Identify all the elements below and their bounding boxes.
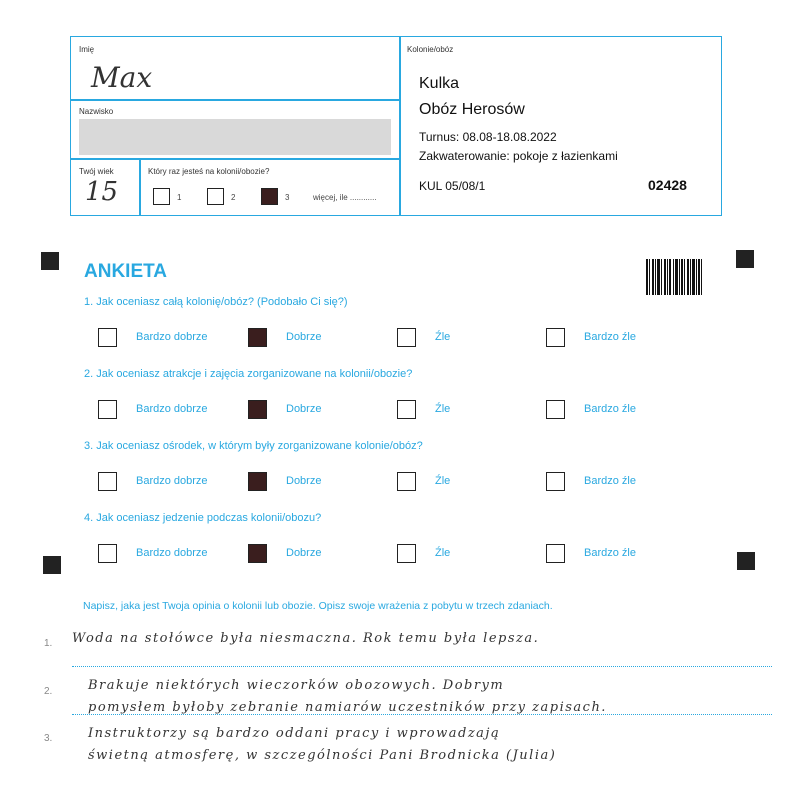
question-1-checkbox-2[interactable] xyxy=(248,328,267,347)
question-2-option-label-1: Bardzo dobrze xyxy=(136,403,208,415)
header-form-box xyxy=(70,36,722,216)
line-number-1: 1. xyxy=(44,638,53,649)
camp-subtitle: Obóz Herosów xyxy=(419,101,525,118)
age-label: Twój wiek xyxy=(79,167,114,176)
question-4-checkbox-1[interactable] xyxy=(98,544,117,563)
accommodation: Zakwaterowanie: pokoje z łazienkami xyxy=(419,149,618,163)
question-2-option-label-4: Bardzo źle xyxy=(584,403,636,415)
line-number-2: 2. xyxy=(44,686,53,697)
form-id-number: 02428 xyxy=(648,177,687,193)
registration-marker-bottom-left xyxy=(43,556,61,574)
kul-code: KUL 05/08/1 xyxy=(419,179,486,193)
question-4-checkbox-3[interactable] xyxy=(397,544,416,563)
age-value: 15 xyxy=(85,177,119,207)
surname-label: Nazwisko xyxy=(79,107,114,116)
turnus-dates: Turnus: 08.08-18.08.2022 xyxy=(419,130,557,144)
survey-title: ANKIETA xyxy=(84,261,168,282)
question-4-text: 4. Jak oceniasz jedzenie podczas kolonii/obozu? xyxy=(84,512,322,524)
registration-marker-bottom-right xyxy=(737,552,755,570)
question-4-checkbox-2[interactable] xyxy=(248,544,267,563)
question-4-option-label-2: Dobrze xyxy=(286,547,322,559)
question-2-checkbox-4[interactable] xyxy=(546,400,565,419)
question-3-checkbox-1[interactable] xyxy=(98,472,117,491)
question-4-checkbox-4[interactable] xyxy=(546,544,565,563)
barcode-icon xyxy=(646,259,702,295)
question-3-text: 3. Jak oceniasz ośrodek, w którym były zorganizowane kolonie/obóz? xyxy=(84,440,423,452)
question-1-text: 1. Jak oceniasz całą kolonię/obóz? (Podobało Ci się?) xyxy=(84,296,348,308)
question-2-text: 2. Jak oceniasz atrakcje i zajęcia zorganizowane na kolonii/obozie? xyxy=(84,368,413,380)
question-2-checkbox-2[interactable] xyxy=(248,400,267,419)
visits-checkbox-3[interactable] xyxy=(261,188,278,205)
question-1-checkbox-4[interactable] xyxy=(546,328,565,347)
name-value: Max xyxy=(91,61,153,94)
visits-checkbox-1[interactable] xyxy=(153,188,170,205)
handwritten-line-5: świetną atmosferę, w szczególności Pani Brodnicka (Julia) xyxy=(88,748,557,763)
question-4-option-label-4: Bardzo źle xyxy=(584,547,636,559)
handwritten-line-2: Brakuje niektórych wieczorków obozowych. Dobrym xyxy=(88,678,505,693)
question-1-option-label-1: Bardzo dobrze xyxy=(136,331,208,343)
handwritten-line-4: Instruktorzy są bardzo oddani pracy i wprowadzają xyxy=(88,726,501,741)
line-number-3: 3. xyxy=(44,733,53,744)
question-1-checkbox-1[interactable] xyxy=(98,328,117,347)
question-1-option-label-3: Źle xyxy=(435,331,451,343)
surname-redacted-field xyxy=(79,119,391,155)
question-2-checkbox-1[interactable] xyxy=(98,400,117,419)
writing-line-1b xyxy=(72,666,772,667)
visits-label: Który raz jesteś na kolonii/obozie? xyxy=(148,167,270,176)
registration-marker-top-right xyxy=(736,250,754,268)
question-3-option-label-3: Źle xyxy=(435,475,451,487)
question-3-checkbox-4[interactable] xyxy=(546,472,565,491)
question-3-option-label-4: Bardzo źle xyxy=(584,475,636,487)
question-2-option-label-2: Dobrze xyxy=(286,403,322,415)
question-2-option-label-3: Źle xyxy=(435,403,451,415)
name-label: Imię xyxy=(79,45,95,54)
question-3-option-label-1: Bardzo dobrze xyxy=(136,475,208,487)
question-4-option-label-1: Bardzo dobrze xyxy=(136,547,208,559)
question-1-option-label-4: Bardzo źle xyxy=(584,331,636,343)
opinion-prompt: Napisz, jaka jest Twoja opinia o kolonii lub obozie. Opisz swoje wrażenia z pobytu w trzech zdaniach. xyxy=(83,600,553,612)
visits-option-1: 1 xyxy=(177,193,182,202)
question-1-checkbox-3[interactable] xyxy=(397,328,416,347)
camp-label: Kolonie/obóz xyxy=(407,45,454,54)
visits-more-field: więcej, ile ............ xyxy=(313,193,377,202)
visits-checkbox-2[interactable] xyxy=(207,188,224,205)
handwritten-line-1: Woda na stołówce była niesmaczna. Rok temu była lepsza. xyxy=(72,631,540,646)
question-3-checkbox-2[interactable] xyxy=(248,472,267,491)
registration-marker-top-left xyxy=(41,252,59,270)
camp-name: Kulka xyxy=(419,75,460,92)
question-3-option-label-2: Dobrze xyxy=(286,475,322,487)
handwritten-line-3: pomysłem byłoby zebranie namiarów uczestników przy zapisach. xyxy=(88,700,607,715)
question-1-option-label-2: Dobrze xyxy=(286,331,322,343)
question-4-option-label-3: Źle xyxy=(435,547,451,559)
visits-option-3: 3 xyxy=(285,193,290,202)
question-2-checkbox-3[interactable] xyxy=(397,400,416,419)
visits-option-2: 2 xyxy=(231,193,236,202)
question-3-checkbox-3[interactable] xyxy=(397,472,416,491)
